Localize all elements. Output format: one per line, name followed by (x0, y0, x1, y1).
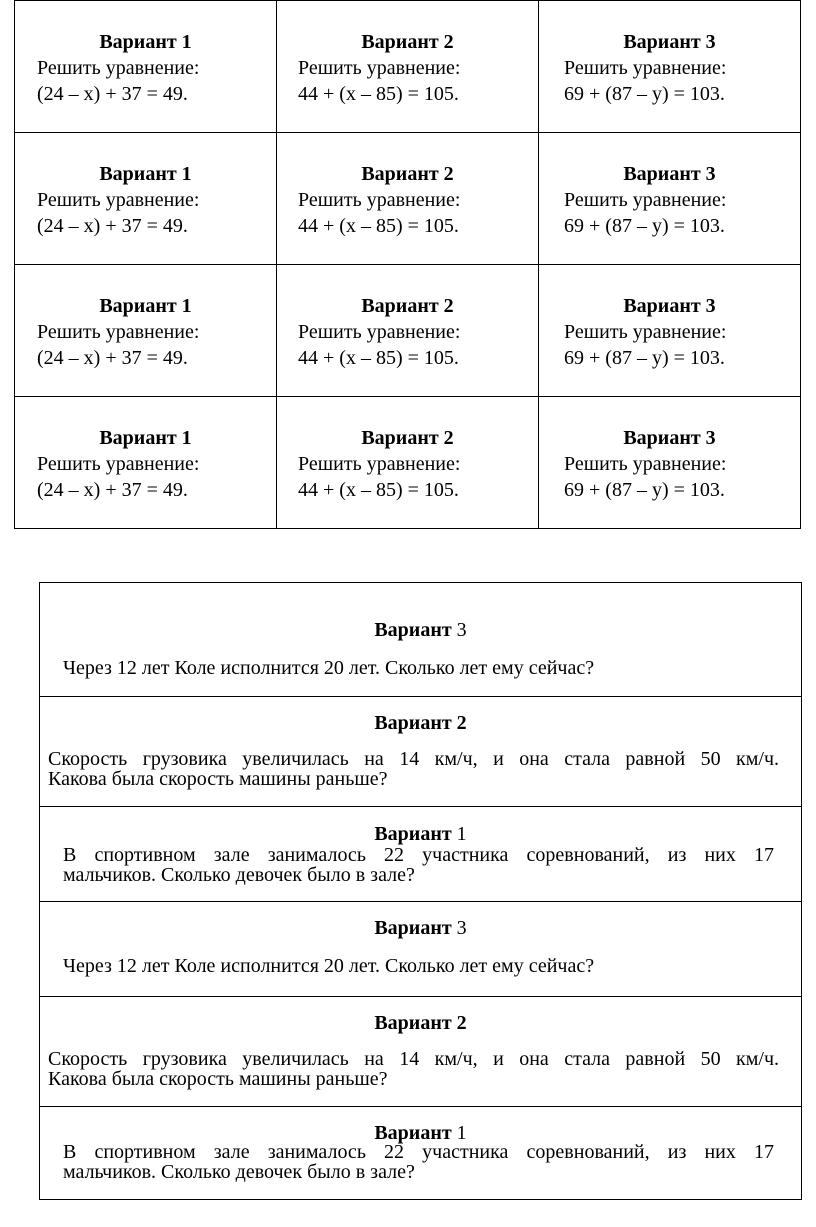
problem-text-line-2: мальчиков. Сколько девочек было в зале? (63, 1161, 415, 1183)
card-title: Вариант 1 (99, 163, 192, 185)
variant-number: 3 (456, 619, 467, 641)
problem-card (40, 583, 801, 697)
problem-card (40, 807, 801, 902)
card-equation: 44 + (x – 85) = 105. (298, 479, 459, 501)
card-variant-1 (15, 265, 277, 397)
card-instruction: Решить уравнение: (298, 453, 461, 475)
card-variant-3 (539, 133, 801, 265)
problem-title (40, 1011, 801, 1035)
equation-cards-grid (14, 0, 801, 529)
card-equation: 69 + (87 – y) = 103. (564, 479, 725, 501)
variant-number: 1 (456, 823, 467, 845)
problem-text-line-2: Какова была скорость машины раньше? (48, 768, 388, 790)
problem-card (40, 997, 801, 1107)
card-equation: 44 + (x – 85) = 105. (298, 347, 459, 369)
card-variant-1 (15, 133, 277, 265)
card-title: Вариант 2 (361, 427, 454, 449)
card-title: Вариант 1 (99, 427, 192, 449)
card-equation: 69 + (87 – y) = 103. (564, 83, 725, 105)
card-variant-3 (539, 1, 801, 133)
card-equation: (24 – x) + 37 = 49. (37, 347, 188, 369)
variant-word: Вариант 2 (374, 712, 467, 734)
card-instruction: Решить уравнение: (564, 453, 727, 475)
card-equation: 44 + (x – 85) = 105. (298, 83, 459, 105)
problem-card (40, 902, 801, 997)
card-equation: 69 + (87 – y) = 103. (564, 215, 725, 237)
card-title: Вариант 2 (361, 31, 454, 53)
problem-text-line-1: Скорость грузовика увеличилась на 14 км/ч, и она стала равной 50 км/ч. (48, 748, 779, 770)
card-instruction: Решить уравнение: (298, 321, 461, 343)
problem-text-line-1: Скорость грузовика увеличилась на 14 км/ч, и она стала равной 50 км/ч. (48, 1048, 779, 1070)
problem-title (40, 618, 801, 642)
card-title: Вариант 2 (361, 163, 454, 185)
card-variant-2 (277, 265, 539, 397)
card-instruction: Решить уравнение: (37, 321, 200, 343)
word-problems-table (39, 582, 802, 1200)
card-variant-2 (277, 133, 539, 265)
problem-title (40, 711, 801, 735)
problem-title (40, 916, 801, 940)
problem-text: Через 12 лет Коле исполнится 20 лет. Сколько лет ему сейчас? (63, 955, 595, 977)
card-title: Вариант 3 (623, 295, 716, 317)
card-title: Вариант 2 (361, 295, 454, 317)
card-instruction: Решить уравнение: (298, 57, 461, 79)
card-instruction: Решить уравнение: (37, 453, 200, 475)
card-equation: (24 – x) + 37 = 49. (37, 83, 188, 105)
card-instruction: Решить уравнение: (564, 57, 727, 79)
card-variant-3 (539, 397, 801, 529)
problem-text-line-2: Какова была скорость машины раньше? (48, 1068, 388, 1090)
card-equation: 44 + (x – 85) = 105. (298, 215, 459, 237)
card-variant-1 (15, 397, 277, 529)
card-title: Вариант 3 (623, 427, 716, 449)
problem-text-line-1: В спортивном зале занималось 22 участника соревнований, из них 17 (63, 1141, 774, 1163)
card-equation: (24 – x) + 37 = 49. (37, 479, 188, 501)
variant-word: Вариант (374, 619, 452, 641)
card-variant-2 (277, 1, 539, 133)
card-variant-2 (277, 397, 539, 529)
variant-word: Вариант (374, 1122, 452, 1144)
card-title: Вариант 3 (623, 31, 716, 53)
card-equation: 69 + (87 – y) = 103. (564, 347, 725, 369)
problem-text: Через 12 лет Коле исполнится 20 лет. Сколько лет ему сейчас? (63, 657, 595, 679)
variant-word: Вариант (374, 917, 452, 939)
variant-number: 1 (456, 1122, 467, 1144)
card-instruction: Решить уравнение: (37, 189, 200, 211)
card-title: Вариант 1 (99, 31, 192, 53)
problem-card (40, 697, 801, 807)
problem-text-line-2: мальчиков. Сколько девочек было в зале? (63, 864, 415, 886)
problem-title (40, 822, 801, 846)
card-instruction: Решить уравнение: (37, 57, 200, 79)
card-row (15, 397, 801, 529)
card-title: Вариант 1 (99, 295, 192, 317)
card-instruction: Решить уравнение: (564, 321, 727, 343)
problem-text-line-1: В спортивном зале занималось 22 участника соревнований, из них 17 (63, 844, 774, 866)
card-row (15, 133, 801, 265)
problem-card (40, 1107, 801, 1199)
card-variant-1 (15, 1, 277, 133)
variant-number: 3 (456, 917, 467, 939)
card-instruction: Решить уравнение: (298, 189, 461, 211)
card-title: Вариант 3 (623, 163, 716, 185)
card-instruction: Решить уравнение: (564, 189, 727, 211)
card-equation: (24 – x) + 37 = 49. (37, 215, 188, 237)
card-row (15, 1, 801, 133)
card-variant-3 (539, 265, 801, 397)
card-row (15, 265, 801, 397)
variant-word: Вариант (374, 823, 452, 845)
variant-word: Вариант 2 (374, 1012, 467, 1034)
